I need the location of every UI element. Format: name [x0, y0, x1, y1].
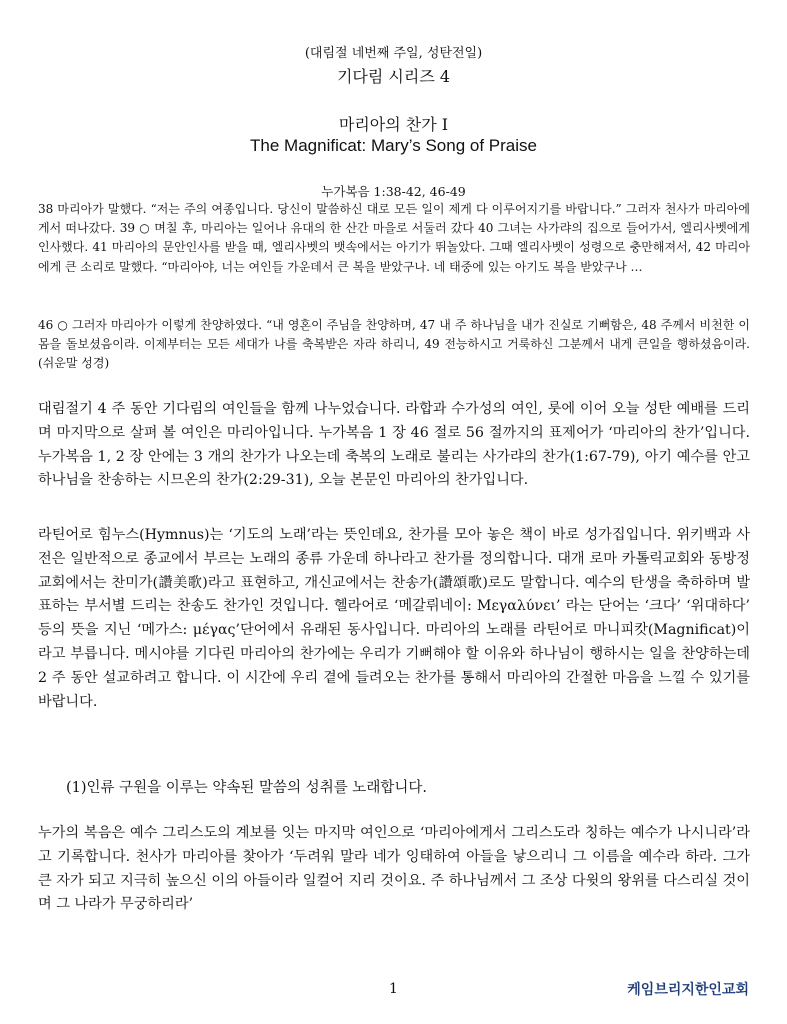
sermon-title-korean: 마리아의 찬가 I	[338, 115, 449, 134]
body-paragraph-1: 대림절기 4 주 동안 기다림의 여인들을 함께 나누었습니다. 라합과 수가성의 여인, 룻에 이어 오늘 성탄 예배를 드리며 마지막으로 살펴 볼 여인은 마리아입니다. 누가복음 1 장 46 절로 56 절까지의 표제어가 ‘마리아의 찬가’입니다. 누가복음 1, 2 장 안에는 3 개의 찬가가 나오는데 축복의 노래로 불리는 사가랴의 찬가(1:67-79), 아기 예수를 안고 하나님을 찬송하는 시므온의 찬가(2:29-31), 오늘 본문인 마리아의 찬가입니다.	[38, 401, 750, 489]
church-name: 케임브리지한인교회	[627, 982, 749, 998]
sermon-occasion: (대림절 네번째 주일, 성탄전일)	[304, 46, 483, 61]
scripture-passage-2: 46 ○ 그러자 마리아가 이렇게 찬양하였다. “내 영혼이 주님을 찬양하며, 47 내 주 하나님을 내가 진실로 기뻐함은, 48 주께서 비천한 이 몸을 돌보셨음이라. 이제부터는 모든 세대가 나를 축복받은 자라 하리니, 49 전능하시고 거룩하신 그분께서 내게 큰일을 행하셨음이라.(쉬운말 성경)	[38, 318, 750, 371]
scripture-passage-1: 38 마리아가 말했다. “저는 주의 여종입니다. 당신이 말씀하신 대로 모든 일이 제게 다 이루어지기를 바랍니다.” 그러자 천사가 마리아에게서 떠나갔다. 39 ○ 며칠 후, 마리아는 일어나 유대의 한 산간 마을로 서둘러 갔다 40 그녀는 사가랴의 집으로 들어가서, 엘리사벳에게 인사했다. 41 마리아의 문안인사를 받을 때, 엘리사벳의 뱃속에서는 아기가 뛰놀았다. 그때 엘리사벳이 성령으로 충만해져서, 42 마리아에게 큰 소리로 말했다. “마리아야, 너는 여인들 가운데서 큰 복을 받았구나. 네 태중에 있는 아기도 복을 받았구나 …	[38, 202, 750, 274]
series-title: 기다림 시리즈 4	[336, 67, 451, 86]
body-paragraph-3: 누가의 복음은 예수 그리스도의 계보를 잇는 마지막 여인으로 ‘마리아에게서 그리스도라 칭하는 예수가 나시니라’라고 기록합니다. 천사가 마리아를 찾아가 ‘두려워 말라 네가 잉태하여 아들을 낳으리니 그 이름을 예수라 하라. 그가 큰 자가 되고 지극히 높으신 이의 아들이라 일컬어 지리 것이요. 주 하나님께서 그 조상 다윗의 왕위를 다스리실 것이며 그 나라가 무궁하리라’	[38, 825, 750, 913]
section-heading-1: (1)인류 구원을 이루는 약속된 말씀의 성취를 노래합니다.	[66, 780, 427, 796]
body-paragraph-2: 라틴어로 힘누스(Hymnus)는 ‘기도의 노래’라는 뜻인데요, 찬가를 모아 놓은 책이 바로 성가집입니다. 위키백과 사전은 일반적으로 종교에서 부르는 노래의 종류 가운데 하나라고 찬가를 정의합니다. 대개 로마 카톨릭교회와 동방정교회에서는 찬미가(讚美歌)라고 표현하고, 개신교에서는 찬송가(讚頌歌)로도 말합니다. 예수의 탄생을 축하하며 발표하는 부서별 드리는 찬송도 찬가인 것입니다. 헬라어로 ‘메갈뤼네이: Μεγαλύνει’ 라는 단어는 ‘크다’ ‘위대하다’ 등의 뜻을 지닌 ‘메가스: μέγας’단어에서 유래된 동사입니다. 마리아의 노래를 라틴어로 마니피캇(Magnificat)이라고 부릅니다. 메시야를 기다린 마리아의 찬가에는 우리가 기뻐해야 할 이유와 하나님이 행하시는 일을 찬양하는데 2 주 동안 설교하려고 합니다. 이 시간에 우리 곁에 들려오는 찬가를 통해서 마리아의 간절한 마음을 느낄 수 있기를 바랍니다.	[38, 527, 750, 710]
page-number: 1	[389, 981, 398, 997]
sermon-title-english: The Magnificat: Mary’s Song of Praise	[250, 136, 537, 155]
scripture-reference: 누가복음 1:38-42, 46-49	[321, 184, 466, 199]
